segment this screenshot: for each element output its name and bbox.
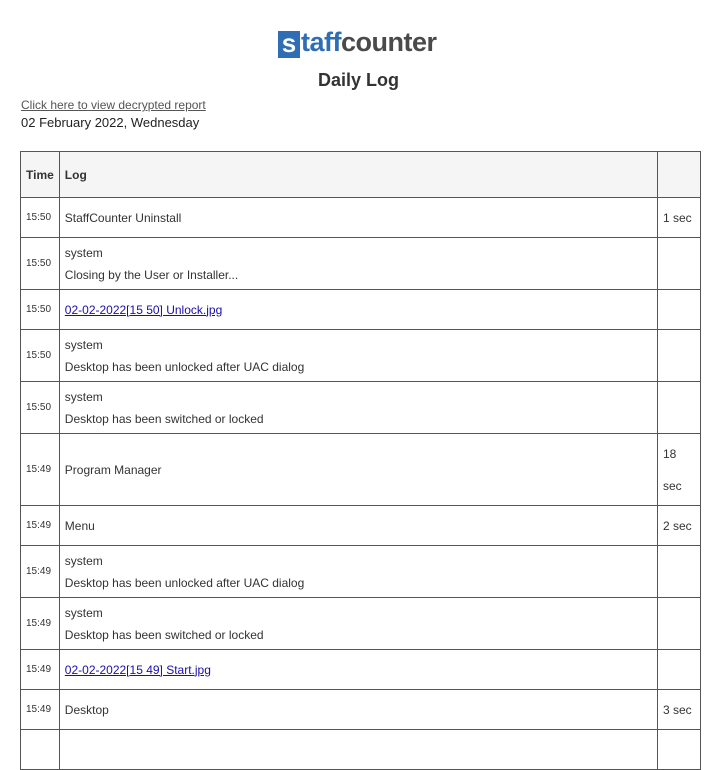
table-row <box>21 238 701 290</box>
view-decrypted-report-link[interactable]: Click here to view decrypted report <box>21 98 206 112</box>
row-duration: 1 sec <box>658 198 701 238</box>
table-row <box>21 290 701 330</box>
table-row <box>21 506 701 546</box>
page-title: Daily Log <box>317 70 399 90</box>
row-duration: 18 sec <box>658 434 701 506</box>
staffcounter-logo <box>278 28 437 60</box>
row-duration <box>658 330 701 382</box>
row-duration <box>658 382 701 434</box>
row-log-detail: Desktop has been switched or locked <box>64 627 264 642</box>
row-log-detail: Closing by the User or Installer... <box>64 267 239 282</box>
row-time: 15:50 <box>21 198 60 238</box>
logo-counter-text: counter <box>341 27 437 57</box>
row-log-title: system <box>64 605 103 620</box>
table-row <box>21 730 701 770</box>
row-duration: 2 sec <box>658 506 701 546</box>
row-duration <box>658 730 701 770</box>
column-header-duration <box>658 152 701 198</box>
row-time: 15:49 <box>21 546 60 598</box>
row-log <box>59 650 657 690</box>
row-log-title: system <box>64 553 103 568</box>
row-log <box>59 330 657 382</box>
row-log <box>59 546 657 598</box>
table-row <box>21 434 701 506</box>
row-log-detail: Desktop has been unlocked after UAC dialog <box>64 575 305 590</box>
daily-log-table <box>20 151 701 770</box>
row-time: 15:49 <box>21 650 60 690</box>
row-duration: 3 sec <box>658 690 701 730</box>
row-time: 15:50 <box>21 382 60 434</box>
row-time: 15:49 <box>21 598 60 650</box>
row-log-title: Menu <box>64 518 95 533</box>
row-time: 15:49 <box>21 434 60 506</box>
row-time: 15:49 <box>21 506 60 546</box>
row-duration <box>658 650 701 690</box>
row-duration <box>658 598 701 650</box>
table-row <box>21 330 701 382</box>
row-time: 15:50 <box>21 290 60 330</box>
row-time: 15:49 <box>21 690 60 730</box>
report-date: 02 February 2022, Wednesday <box>21 115 200 130</box>
row-log <box>59 382 657 434</box>
row-log-detail: Desktop has been unlocked after UAC dialog <box>64 359 305 374</box>
screenshot-file-link[interactable]: 02-02-2022[15 50] Unlock.jpg <box>64 302 223 317</box>
row-duration <box>658 290 701 330</box>
row-log-title: Program Manager <box>64 462 162 477</box>
row-log-title: Desktop <box>64 702 109 717</box>
row-log <box>59 198 657 238</box>
row-log-title: system <box>64 245 103 260</box>
table-row <box>21 598 701 650</box>
row-duration <box>658 546 701 598</box>
table-row <box>21 690 701 730</box>
row-log <box>59 598 657 650</box>
table-row <box>21 382 701 434</box>
row-time: 15:50 <box>21 238 60 290</box>
table-row <box>21 198 701 238</box>
row-log-detail: Desktop has been switched or locked <box>64 411 264 426</box>
row-log-title: StaffCounter Uninstall <box>64 210 182 225</box>
logo-staff-text: taff <box>301 27 341 57</box>
row-log <box>59 690 657 730</box>
row-log-title: system <box>64 337 103 352</box>
row-log <box>59 238 657 290</box>
column-header-time: Time <box>21 152 60 198</box>
row-log-title: system <box>64 389 103 404</box>
row-time: 15:50 <box>21 330 60 382</box>
daily-log-rows <box>21 198 701 770</box>
row-log <box>59 506 657 546</box>
column-header-log: Log <box>59 152 657 198</box>
row-duration <box>658 238 701 290</box>
screenshot-file-link[interactable]: 02-02-2022[15 49] Start.jpg <box>64 662 211 677</box>
table-header-row <box>21 152 701 198</box>
logo-box-letter: s <box>278 31 300 58</box>
table-row <box>21 650 701 690</box>
row-time <box>21 730 60 770</box>
row-log <box>59 730 657 770</box>
row-log <box>59 434 657 506</box>
logo-wordmark <box>301 29 437 56</box>
table-row <box>21 546 701 598</box>
row-log <box>59 290 657 330</box>
